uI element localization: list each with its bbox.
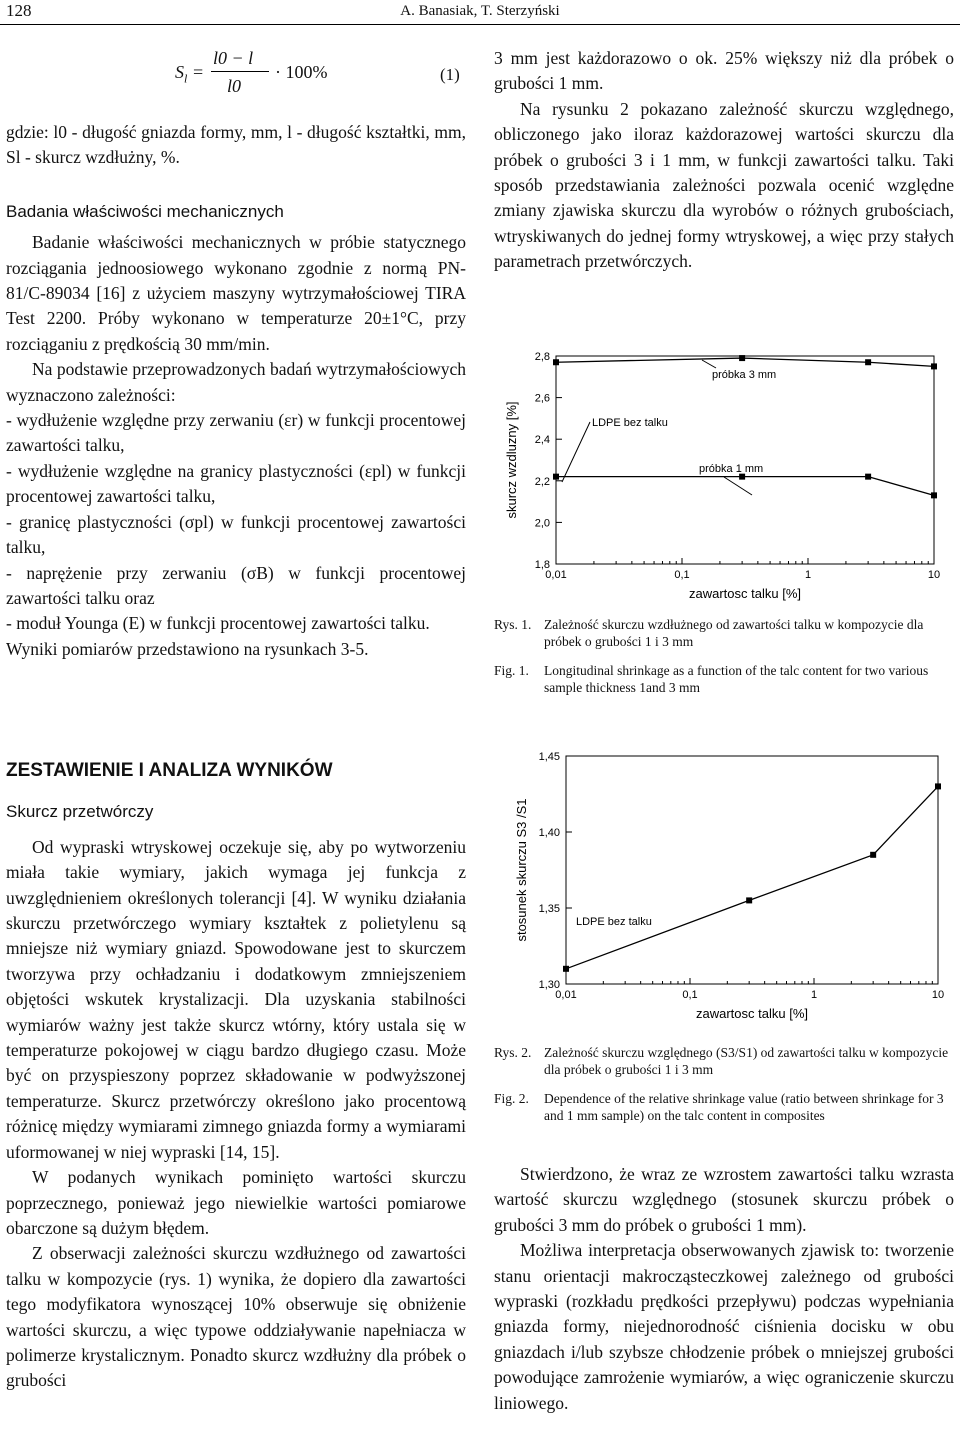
x-tick-label: 1	[810, 989, 818, 1001]
y-axis-label: skurcz wzdluzny [%]	[504, 401, 519, 519]
caption-text: Zależność skurczu względnego (S3/S1) od zawartości talku w kompozycie dla próbek o grubości 1 i 3 mm	[544, 1045, 949, 1077]
data-point	[739, 355, 745, 361]
paragraph: Z obserwacji zależności skurczu wzdłużnego od zawartości talku w kompozycie (rys. 1) wynika, że dopiero dla zawartości tego modyfikatora wynoszącej 10% obserwuje się obniżenie wartości skurczu, a więc typowe oddziaływanie napełniacza w polimerze krystalicznym. Ponadto skurcz wzdłużny dla próbek o grubości	[6, 1243, 466, 1391]
x-tick-label: 0,1	[682, 989, 698, 1001]
annotation-pointer	[724, 477, 752, 495]
x-tick-label: 10	[931, 989, 945, 1001]
data-point	[931, 492, 937, 498]
series-annotation: próbka 1 mm	[699, 463, 764, 475]
figure-1-caption-en	[494, 662, 960, 702]
figure-2-chart	[494, 740, 960, 1040]
data-point	[563, 966, 569, 972]
figure-1-chart	[494, 340, 960, 610]
plot-frame	[566, 756, 938, 984]
y-tick-label: 1,40	[538, 827, 560, 839]
figure-2-caption-en	[494, 1090, 960, 1130]
data-point	[870, 852, 876, 858]
y-tick-label: 2,8	[534, 351, 550, 363]
ldpe-pointer-line	[562, 422, 590, 482]
x-tick-label: 0,1	[674, 569, 690, 581]
figure-1-caption-pl	[494, 616, 960, 656]
paragraph: W podanych wynikach pominięto wartości skurczu poprzecznego, ponieważ jego niewielkie wartości pomiarowe obarczone są dużym błędem.	[6, 1167, 466, 1238]
y-tick-label: 1,8	[534, 559, 550, 571]
y-tick-label: 2,0	[534, 517, 550, 530]
caption-text: Dependence of the relative shrinkage value (ratio between shrinkage for 3 and 1 mm sample) on the talc content in composites	[544, 1091, 944, 1123]
paragraph: Możliwa interpretacja obserwowanych zjawisk to: tworzenie stanu orientacji makrocząsteczkowej zależnego od grubości wypraski (rozkładu prędkości przepływu) podczas wypełniania gniazda formy, niejednorodność ciśnienia docisku w obu gniazdach i/lub szybsze chłodzenie próbek o mniejszej grubości powodujące zamrożenie wymiarów, a więc ograniczenie skurczu liniowego.	[494, 1240, 954, 1413]
y-tick-label: 1,45	[538, 751, 560, 763]
formula-lhs-sub: l	[184, 71, 188, 86]
list-item: - wydłużenie względne przy zerwaniu (εr) w funkcji procentowej zawartości talku,	[6, 410, 466, 456]
ldpe-label: LDPE bez talku	[592, 417, 668, 429]
running-authors: A. Banasiak, T. Sterzyński	[400, 3, 560, 19]
caption-text: Longitudinal shrinkage as a function of the talc content for two various sample thickness 1and 3 mm	[544, 663, 929, 695]
figure-2-caption-pl	[494, 1044, 960, 1084]
paragraph: Na podstawie przeprowadzonych badań wytrzymałościowych wyznaczono zależności:	[6, 359, 466, 405]
plot-frame	[556, 356, 934, 564]
x-tick-label: 0,01	[555, 989, 577, 1001]
x-tick-label: 0,01	[545, 569, 567, 581]
right-column-bottom	[494, 1162, 954, 1416]
x-tick-label: 1	[804, 569, 812, 581]
x-axis-label: zawartosc talku [%]	[689, 586, 801, 601]
paragraph: 3 mm jest każdorazowo o ok. 25% większy niż dla próbek o grubości 1 mm.	[494, 48, 954, 94]
formula-numerator: l0 − l	[213, 48, 254, 68]
paragraph: Na rysunku 2 pokazano zależność skurczu względnego, obliczonego jako iloraz każdorazowej wartości skurczu dla próbek o grubości 3 i 1 mm, w funkcji zawartości talku. Taki sposób przedstawiania zależności pozwala ocenić względne zmiany zjawiska skurczu dla wyrobów o różnych grubościach, wtryskiwanych do jednej formy wtryskowej, a więc przy stałych parametrach przetwórczych.	[494, 98, 954, 272]
data-point	[553, 474, 559, 480]
y-tick-label: 2,6	[534, 392, 550, 405]
data-point	[935, 783, 941, 789]
y-tick-label: 1,35	[538, 903, 560, 915]
x-axis-label: zawartosc talku [%]	[696, 1006, 808, 1021]
caption-text: Zależność skurczu wzdłużnego od zawartości talku w kompozycie dla próbek o grubości 1 i 3 mm	[544, 617, 924, 649]
data-point	[865, 359, 871, 365]
data-point	[931, 363, 937, 369]
results-heading: ZESTAWIENIE I ANALIZA WYNIKÓW	[6, 760, 333, 781]
y-tick-label: 2,4	[534, 434, 550, 447]
data-point	[553, 359, 559, 365]
y-axis-label: stosunek skurczu S3 /S1	[514, 798, 529, 942]
where-text: gdzie: l0 - długość gniazda formy, mm, l - długość kształtki, mm, Sl - skurcz wzdłużny, %.	[6, 122, 466, 168]
series-line	[566, 786, 938, 968]
right-column-top	[494, 46, 954, 275]
annotation-pointer	[702, 360, 716, 368]
fraction-bar	[211, 71, 269, 72]
caption-label: Rys. 2.	[494, 1045, 532, 1060]
x-tick-label: 10	[927, 569, 941, 581]
list-item: - naprężenie przy zerwaniu (σB) w funkcji procentowej zawartości talku oraz	[6, 562, 466, 608]
list-item: - wydłużenie względne na granicy plastyczności (εpl) w funkcji procentowej zawartości talku,	[6, 460, 466, 507]
page-header	[0, 0, 960, 25]
list-item: - moduł Younga (E) w funkcji procentowej zawartości talku.	[6, 613, 430, 634]
data-point	[746, 897, 752, 903]
data-point	[865, 474, 871, 480]
paragraph: Stwierdzono, że wraz ze wzrostem zawartości talku wzrasta wartość skurczu względnego (stosunek skurczu próbek o grubości 3 mm do próbek o grubości 1 mm).	[494, 1164, 954, 1235]
equation-number: (1)	[440, 65, 460, 84]
ldpe-label: LDPE bez talku	[576, 916, 652, 928]
caption-label: Fig. 1.	[494, 663, 529, 678]
y-tick-label: 1,30	[538, 979, 560, 991]
page-number: 128	[6, 1, 32, 20]
section-title: Badania właściwości mechanicznych	[6, 201, 284, 221]
caption-label: Fig. 2.	[494, 1091, 529, 1106]
list-item: - granicę plastyczności (σpl) w funkcji procentowej zawartości talku,	[6, 511, 466, 558]
formula-denominator: l0	[227, 76, 242, 96]
paragraph: Badanie właściwości mechanicznych w próbie statycznego rozciągania jednoosiowego wykonano zgodnie z normą PN-81/C-89034 [16] z użyciem maszyny wytrzymałościowej TIRA Test 2200. Próby wykonano w temperaturze 20±1°C, przy rozciąganiu z prędkością 30 mm/min.	[6, 232, 466, 354]
paragraph: Od wypraski wtryskowej oczekuje się, aby po wytworzeniu miała takie wymiary, jakich wymaga jej funkcja z uwzględnieniem określonych tolerancji [4]. W wyniku działania skurczu przetwórczego wymiary kształtek z polietylenu są mniejsze niż wymiary gniazd. Spowodowane jest to skurczem tworzywa przy ochładzaniu i dodatkowym zmniejszeniem objętości wskutek krystalizacji. Dla uzyskania stabilności wymiarów ważny jest także skurcz wtórny, który ustala się w temperaturze pokojowej w ciągu bardzo długiego czasu. Może być on przyspieszony poprzez składowanie w podwyższonej temperaturze. Skurcz przetwórczy określono jako procentową różnicę między wymiarami zimnego gniazda formy a wymiarami uformowanej w niej wypraski [14, 15].	[6, 836, 466, 1162]
y-tick-label: 2,2	[534, 475, 550, 488]
equation-1: $S_l$ = l0 − l l0 · 100%	[175, 48, 328, 96]
caption-label: Rys. 1.	[494, 617, 532, 632]
left-column-top	[6, 120, 466, 662]
formula-factor: · 100%	[275, 62, 328, 82]
series-annotation: próbka 3 mm	[712, 369, 777, 381]
paragraph: Wyniki pomiarów przedstawiono na rysunkach 3-5.	[6, 638, 369, 659]
left-column-bottom	[6, 758, 466, 1394]
formula-lhs: S	[175, 62, 184, 82]
subsection-title: Skurcz przetwórczy	[6, 802, 154, 822]
